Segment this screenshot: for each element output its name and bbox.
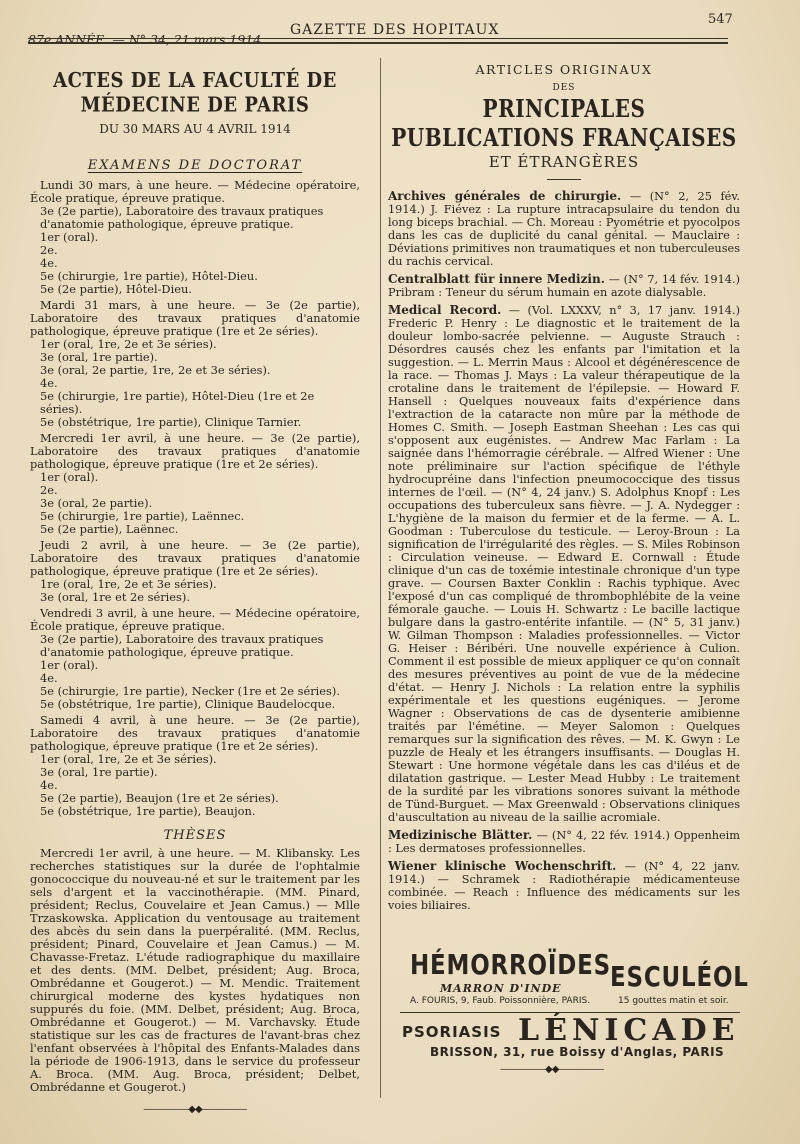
faculty-dates: DU 30 MARS AU 4 AVRIL 1914 (99, 122, 291, 136)
exam-day-heading: Vendredi 3 avril, à une heure. — Médecine opératoire, École pratique, épreuve pratique. (30, 606, 360, 633)
entry-text: — (Vol. LXXXV, n° 3, 17 janv. 1914.) Frederic P. Henry : Le diagnostic et le traitement de la douleur lombo-sacrée pelvienne. — Auguste Strauch : Désordres causés chez les enfants par l'imitation et la suggestion. — L. Merrin Maus : Alcool et dégénérescence de la race. — Thomas J. Mays : La valeur thérapeutique de la crotaline dans le traitement de l'épilepsie. — Howard F. Hansell : Quelques nouveaux faits d'expérience dans l'extraction de la cataracte non mûre par la méthode de Homes C. Smith. — Joseph Eastman Sheehan : Les cas qui s'opposent aux eugénistes. — Andrew Mac Farlam : La saignée dans l'hémorragie cérébrale. — Alfred Wiener : Une note préliminaire sur l'action spécifique de l'éthyle hydrocupréine dans l'infection pneumococcique des tissus internes de l'œil. — (N° 4, 24 janv.) S. Adolphus Knopf : Les occupations des tuberculeux sans fièvre. — J. A. Nydegger : L'hygiène de la maison du fermier et de la ferme. — A. L. Goodman : Tuberculose du testicule. — Leroy-Broun : La signification de l'irrégularité des règles. — S. Miles Robinson : Circulation veineuse. — Edward E. Cornwall : Étude clinique d'un cas de toxémie intestinale chronique d'un type grave. — Coursen Baxter Conklin : Rachis typhique. Avec l'exposé d'un cas compliqué de thrombophlébite de la veine fémorale gauche. — Louis H. Schwartz : Le bacille lactique bulgare dans la gastro-entérite infantile. — (N° 5, 31 janv.) W. Gilman Thompson : Maladies professionnelles. — Victor G. Heiser : Béribéri. Une nouvelle expérience à Culion. Comment il est possible de mieux appliquer ce qu'on connaît des mesures préventives au point de vue de la médecine d'état. — Henry J. Nichols : La relation entre la syphilis expérimentale et les questions eugéniques. — Jerome Wagner : Observations de cas de dysenterie amibienne traités par l'émétine. — Meyer Salomon : Quelques remarques sur la signification des rêves. — M. K. Gwyn : Le puzzle de Healy et les étrangers insuffisants. — Douglas H. Stewart : Une hormone végétale dans les cas d'iléus et de dilatation gastrique. — Lester Mead Hubby : Le traitement de la surdité par les vibrations sonores suivant la méthode de Tünd-Burguet. — Max Greenwald : Observations cliniques d'auscultation au niveau de la saillie acromiale. (388, 304, 740, 824)
entry-text: — (N° 4, 22 fév. 1914.) Oppenheim : Les dermatoses professionnelles. (388, 829, 741, 855)
ad-esculeol: ESCULÉOL (610, 960, 749, 993)
exam-line: 5e (obstétrique, 1re partie), Clinique Tarnier. (40, 415, 302, 429)
journal-title: GAZETTE DES HOPITAUX (290, 22, 500, 38)
exam-day-heading: Mercredi 1er avril, à une heure. — 3e (2e partie), Laboratoire des travaux pratiques d'anatomie pathologique, épreuve pratique (1re et 2e séries). (30, 431, 360, 471)
journal-name: Medizinische Blätter. (388, 828, 533, 842)
exam-day-heading: Samedi 4 avril, à une heure. — 3e (2e partie), Laboratoire des travaux pratiques d'anatomie pathologique, épreuve pratique (1re et 2e séries). (30, 713, 360, 753)
exam-line: 5e (chirurgie, 1re partie), Laënnec. (40, 509, 245, 523)
page-number: 547 (708, 12, 733, 27)
publication-entry (388, 860, 740, 912)
journal-name: Archives générales de chirurgie. (388, 189, 622, 203)
publication-entry (388, 273, 740, 299)
exam-line: 3e (2e partie), Laboratoire des travaux pratiques d'anatomie pathologique, épreuve pratique. (40, 204, 324, 231)
theses-text: Mercredi 1er avril, à une heure. — M. Klibansky. Les recherches statistiques sur la durée de l'ophtalmie gonococcique du nouveau-né et sur le traitement par les sels d'argent et la vaccinothérapie. (MM. Pinard, président; Reclus, Couvelaire et Jean Camus.) — Mlle Trzaskowska. Application du ventousage au traitement des abcès du sein dans la puerpéralité. (MM. Reclus, président; Pinard, Couvelaire et Jean Camus.) — M. Chavasse-Fretaz. L'étude radiographique du maxillaire et des dents. (MM. Delbet, président; Aug. Broca, Ombrédanne et Gougerot.) — M. Mendic. Traitement chirurgical moderne des kystes hydatiques non suppurés du foie. (MM. Delbet, président; Aug. Broca, Ombrédanne et Gougerot.) — M. Varchavsky. Étude statistique sur les cas de fractures de l'avant-bras chez l'enfant observées à l'hôpital des Enfants-Malades dans la période de 1906-1913, dans le service du professeur A. Broca. (MM. Aug. Broca, président; Delbet, Ombrédanne et Gougerot.) (30, 846, 360, 1094)
exam-line: 3e (oral, 2e partie, 1re, 2e et 3e séries). (40, 363, 271, 377)
exam-line: 4e. (40, 671, 58, 685)
entry-text: — (N° 4, 22 janv. 1914.) — Schramek : Radiothérapie médicamenteuse combinée. — Reach : Influence des médicaments sur les voies biliaires. (388, 860, 740, 912)
articles-heading: ARTICLES ORIGINAUX (475, 62, 653, 77)
entry-text: — (N° 2, 25 fév. 1914.) J. Fiévez : La rupture intracapsulaire du tendon du long biceps brachial. — Ch. Moreau : Pyométrie et pyocolpos dans les cas de duplicité du canal génital. — Mauclaire : Déviations primitives non traumatiques et non tuberculeuses du rachis cervical. (388, 190, 740, 268)
ad-brisson-address: BRISSON, 31, rue Boissy d'Anglas, PARIS (430, 1045, 725, 1059)
ad-address: A. FOURIS, 9, Faub. Poissonnière, PARIS. (410, 996, 591, 1006)
articles-des: DES (552, 83, 576, 93)
ornament-divider: —————◆◆————— (143, 1104, 247, 1115)
publications-heading: PRINCIPALES PUBLICATIONS FRANÇAISES (391, 94, 737, 152)
exam-line: 3e (oral, 1re partie). (40, 350, 158, 364)
exam-line: 5e (chirurgie, 1re partie), Hôtel-Dieu (1re et 2e séries). (40, 389, 315, 416)
exam-line: 5e (chirurgie, 1re partie), Hôtel-Dieu. (40, 269, 258, 283)
journal-name: Medical Record. (388, 303, 502, 317)
publication-entry (388, 304, 740, 824)
exam-line: 3e (oral, 2e partie). (40, 496, 153, 510)
exam-line: 1er (oral, 1re, 2e et 3e séries). (40, 752, 217, 766)
exam-line: 5e (obstétrique, 1re partie), Beaujon. (40, 804, 256, 818)
page-header (28, 12, 736, 47)
exam-line: 5e (2e partie), Beaujon (1re et 2e séries). (40, 791, 279, 805)
column-divider (380, 58, 381, 1098)
exam-line: 1er (oral). (40, 230, 99, 244)
exam-line: 2e. (40, 483, 58, 497)
right-column (388, 62, 740, 912)
foreign-heading: ET ÉTRANGÈRES (488, 153, 640, 171)
journal-name: Wiener klinische Wochenschrift. (388, 859, 617, 873)
ad-marron: MARRON D'INDE (440, 982, 562, 995)
header-rule-thick (28, 42, 728, 44)
ornament-divider-right: —————◆◆————— (500, 1064, 604, 1075)
exam-line: 4e. (40, 256, 58, 270)
ad-psoriasis: PSORIASIS (402, 1023, 502, 1041)
exam-line: 1er (oral, 1re, 2e et 3e séries). (40, 337, 217, 351)
exam-day-heading: Jeudi 2 avril, à une heure. — 3e (2e partie), Laboratoire des travaux pratiques d'anatomie pathologique, épreuve pratique (1re et 2e séries). (30, 538, 360, 578)
publication-entries (388, 190, 740, 912)
section-rule (547, 179, 581, 180)
exam-day-heading: Lundi 30 mars, à une heure. — Médecine opératoire, École pratique, épreuve pratique. (30, 178, 360, 205)
advert-esculeol (400, 948, 749, 1008)
exam-line: 3e (2e partie), Laboratoire des travaux pratiques d'anatomie pathologique, épreuve pratique. (40, 632, 324, 659)
exam-line: 1er (oral). (40, 658, 99, 672)
exam-day-heading: Mardi 31 mars, à une heure. — 3e (2e partie), Laboratoire des travaux pratiques d'anatomie pathologique, épreuve pratique (1re et 2e séries). (30, 298, 360, 338)
advert-lenicade (400, 1012, 740, 1063)
exam-line: 3e (oral, 1re et 2e séries). (40, 590, 190, 604)
left-column (30, 62, 360, 1115)
exam-line: 1er (oral). (40, 470, 99, 484)
exam-line: 2e. (40, 243, 58, 257)
journal-name: Centralblatt für innere Medizin. (388, 272, 605, 286)
exam-line: 4e. (40, 778, 58, 792)
ad-dose: 15 gouttes matin et soir. (618, 996, 729, 1006)
exam-line: 5e (obstétrique, 1re partie), Clinique Baudelocque. (40, 697, 336, 711)
exam-line: 3e (oral, 1re partie). (40, 765, 158, 779)
exam-schedule (30, 179, 360, 818)
exam-line: 4e. (40, 376, 58, 390)
exam-line: 5e (2e partie), Hôtel-Dieu. (40, 282, 192, 296)
ad-lenicade: LÉNICADE (518, 1013, 740, 1048)
publication-entry (388, 829, 740, 855)
theses-heading: THÈSES (163, 828, 227, 843)
exam-line: 1re (oral, 1re, 2e et 3e séries). (40, 577, 217, 591)
ad-hemorroides: HÉMORROÏDES (410, 948, 611, 981)
exam-heading: EXAMENS DE DOCTORAT (87, 158, 303, 173)
faculty-title: ACTES DE LA FACULTÉ DE MÉDECINE DE PARIS (53, 68, 337, 118)
exam-line: 5e (2e partie), Laënnec. (40, 522, 179, 536)
header-rule (28, 38, 728, 39)
exam-line: 5e (chirurgie, 1re partie), Necker (1re et 2e séries). (40, 684, 340, 698)
issue-line: 87e ANNÉE. — N° 34, 21 mars 1914. (28, 32, 266, 47)
entry-text: — (N° 7, 14 fév. 1914.) Pribram : Teneur du sérum humain en azote dialysable. (388, 273, 740, 299)
publication-entry (388, 190, 740, 268)
